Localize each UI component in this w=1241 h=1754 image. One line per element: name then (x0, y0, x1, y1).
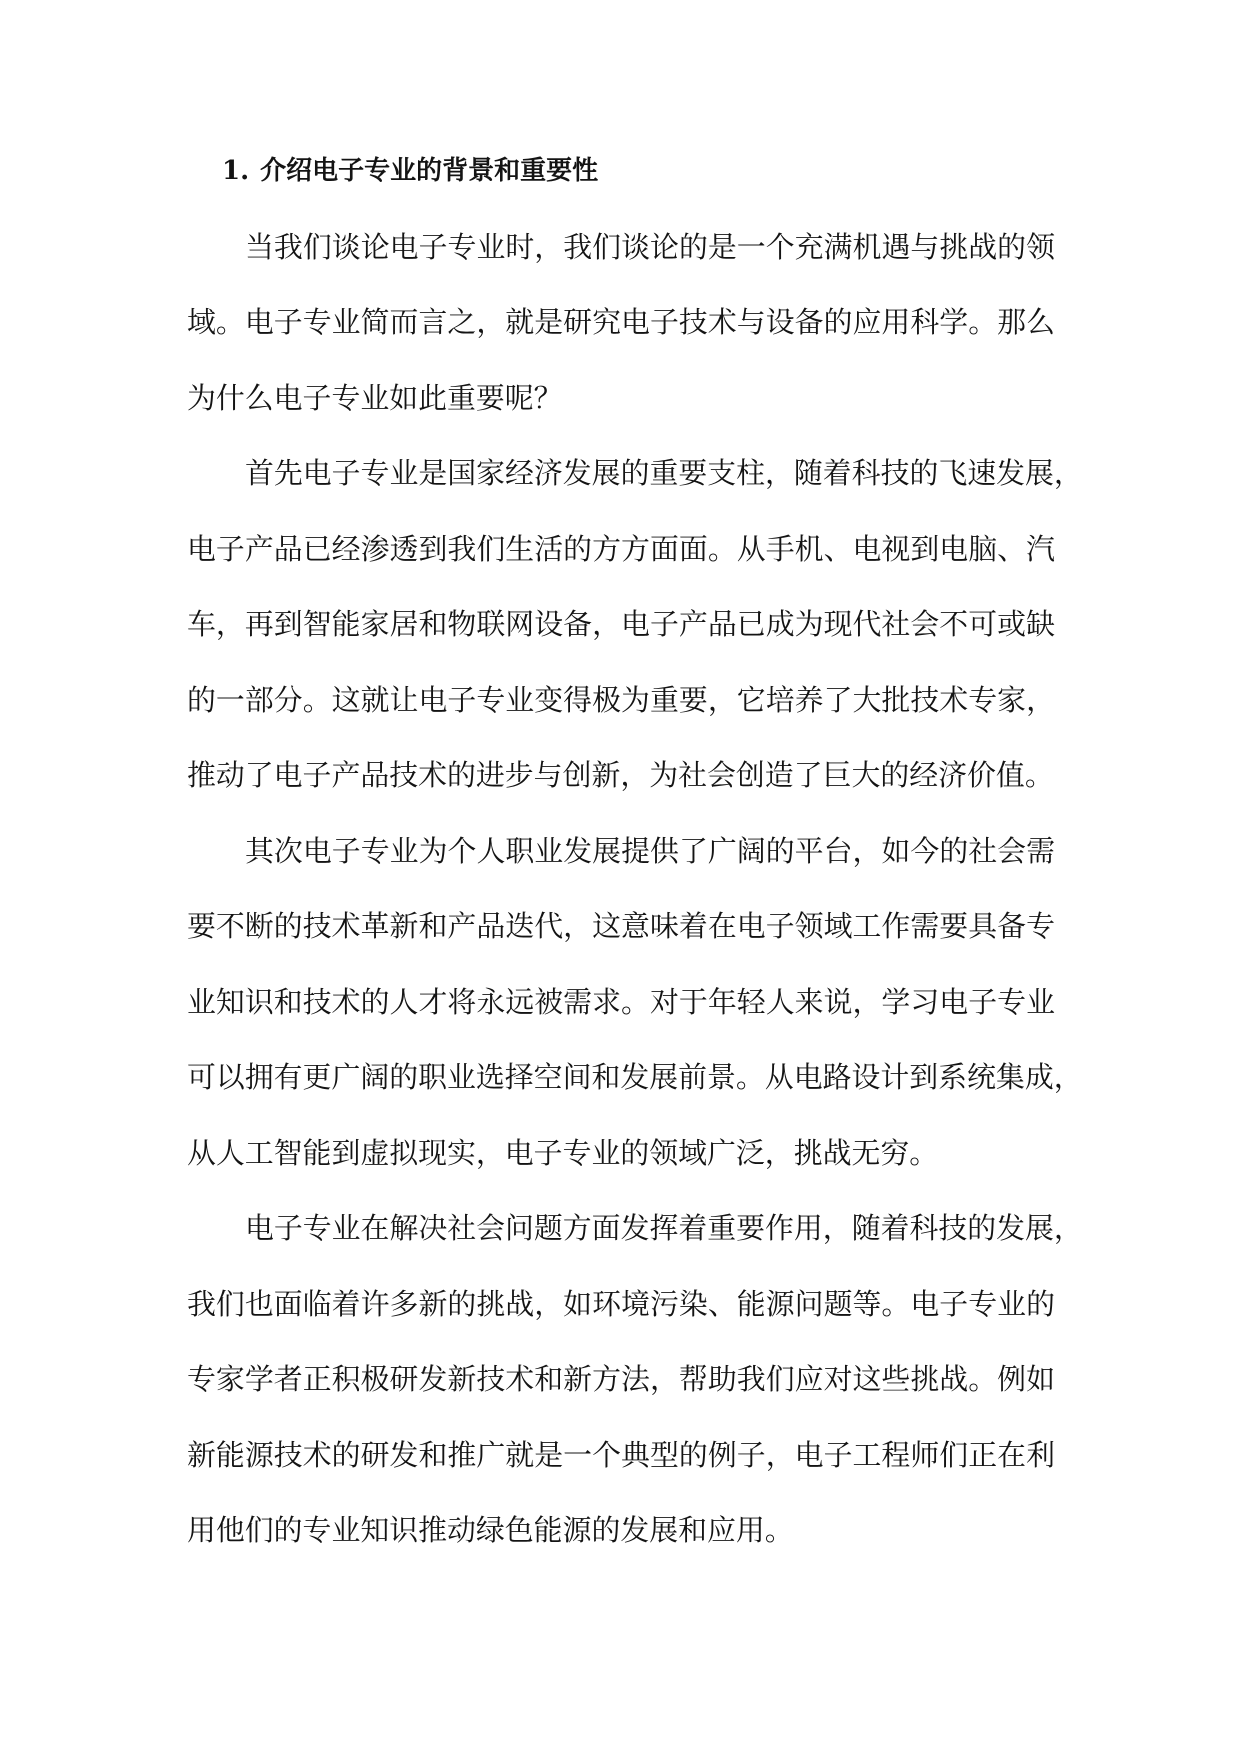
paragraph-line: 为什么电子专业如此重要呢？ (187, 380, 563, 415)
paragraph-line: 电子产品已经渗透到我们生活的方方面面。从手机、电视到电脑、汽 (187, 531, 1055, 566)
paragraph-line: 其次电子专业为个人职业发展提供了广阔的平台，如今的社会需 (245, 833, 1055, 868)
paragraph-line: 我们也面临着许多新的挑战，如环境污染、能源问题等。电子专业的 (187, 1286, 1055, 1321)
heading-title: 介绍电子专业的背景和重要性 (260, 156, 599, 186)
heading-number: 1. (222, 156, 250, 186)
paragraph-line: 新能源技术的研发和推广就是一个典型的例子，电子工程师们正在利 (187, 1437, 1055, 1472)
paragraph-line: 推动了电子产品技术的进步与创新，为社会创造了巨大的经济价值。 (187, 758, 1054, 792)
paragraph-line: 业知识和技术的人才将永远被需求。对于年轻人来说，学习电子专业 (187, 984, 1055, 1019)
document-body (187, 134, 1083, 1569)
paragraph-line: 当我们谈论电子专业时，我们谈论的是一个充满机遇与挑战的领 (245, 229, 1055, 264)
section-heading (187, 134, 1055, 210)
paragraph-line: 电子专业在解决社会问题方面发挥着重要作用，随着科技的发展， (245, 1211, 1083, 1245)
paragraph-line: 要不断的技术革新和产品迭代，这意味着在电子领域工作需要具备专 (187, 909, 1055, 943)
paragraph (187, 436, 1083, 814)
paragraph-line: 首先电子专业是国家经济发展的重要支柱，随着科技的飞速发展， (245, 456, 1083, 490)
paragraph-line: 车，再到智能家居和物联网设备，电子产品已成为现代社会不可或缺 (187, 607, 1055, 641)
paragraph-line: 可以拥有更广阔的职业选择空间和发展前景。从电路设计到系统集成， (187, 1060, 1083, 1094)
paragraph (187, 1191, 1083, 1569)
paragraph-line: 用他们的专业知识推动绿色能源的发展和应用。 (187, 1513, 794, 1547)
paragraph-line: 从人工智能到虚拟现实，电子专业的领域广泛，挑战无穷。 (187, 1135, 939, 1170)
paragraph (187, 814, 1083, 1192)
paragraph-line: 域。电子专业简而言之，就是研究电子技术与设备的应用科学。那么 (187, 305, 1055, 339)
paragraph-line: 专家学者正积极研发新技术和新方法，帮助我们应对这些挑战。例如 (187, 1362, 1055, 1396)
paragraph-line: 的一部分。这就让电子专业变得极为重要，它培养了大批技术专家， (187, 682, 1055, 717)
paragraph (187, 210, 1055, 437)
